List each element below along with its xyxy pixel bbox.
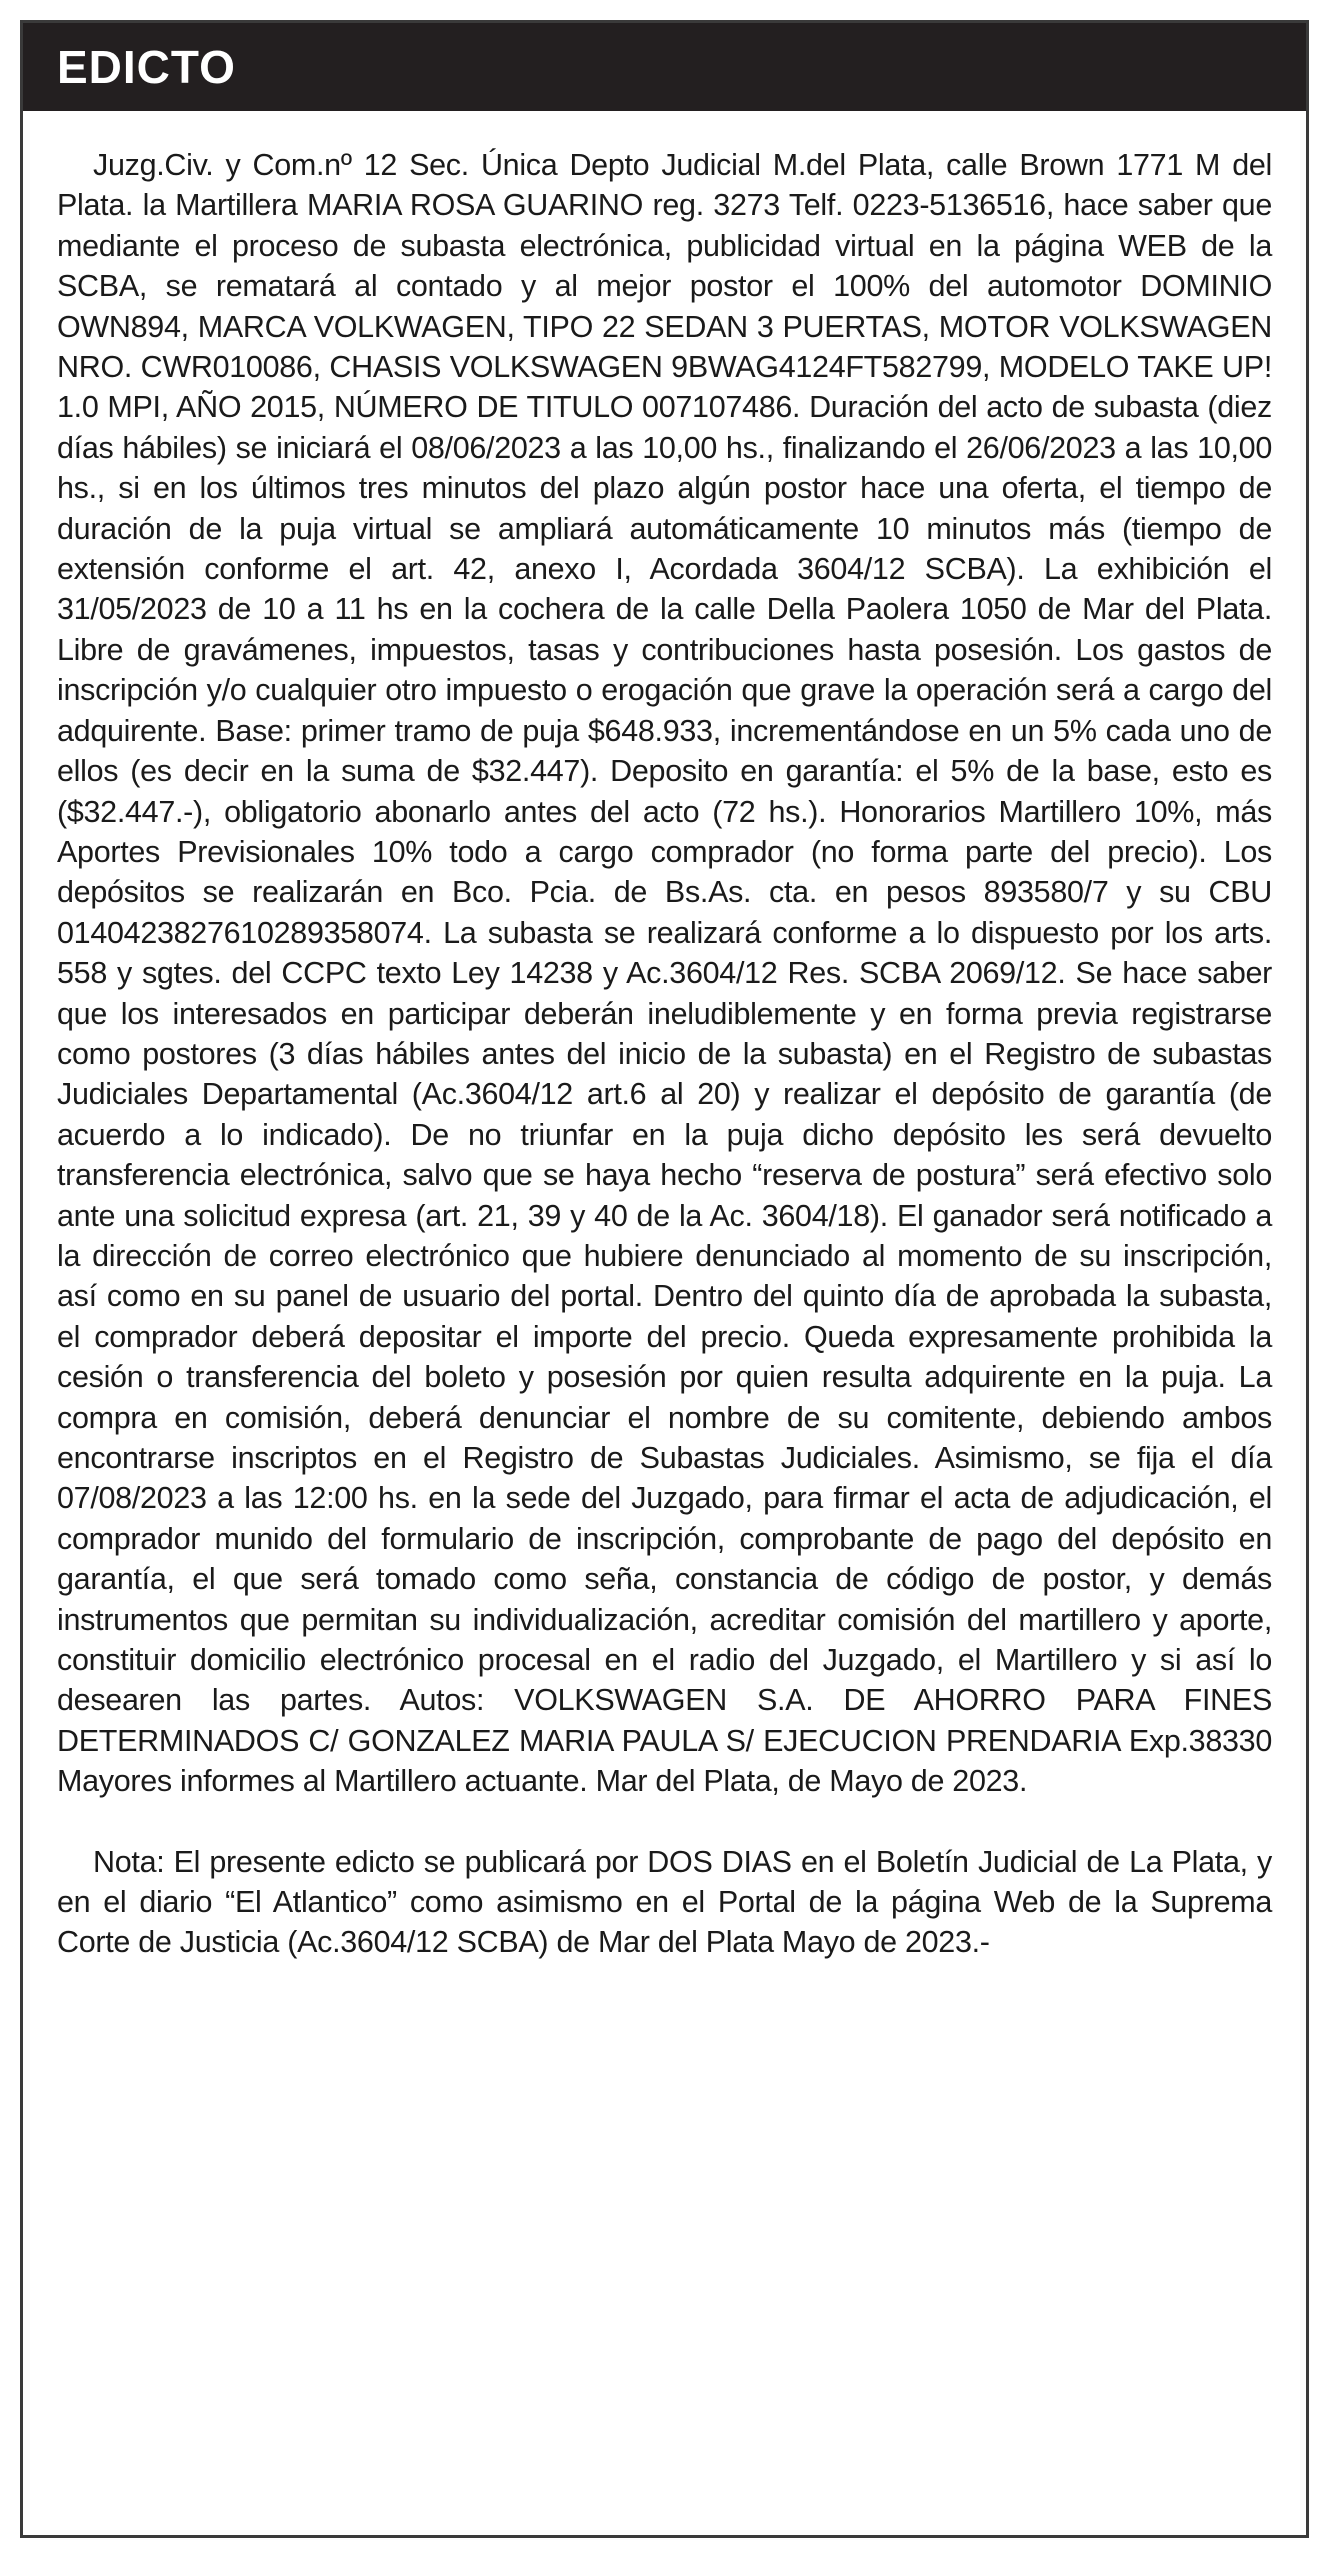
edict-body — [23, 111, 1306, 1963]
edict-notice — [20, 20, 1309, 2538]
edict-title: EDICTO — [57, 41, 236, 93]
edict-main-paragraph: Juzg.Civ. y Com.nº 12 Sec. Única Depto Judicial M.del Plata, calle Brown 1771 M del Plata. la Martillera MARIA ROSA GUARINO reg. 3273 Telf. 0223-5136516, hace saber que mediante el proceso de subasta electrónica, publicidad virtual en la página WEB de la SCBA, se rematará al contado y al mejor postor el 100% del automotor DOMINIO OWN894, MARCA VOLKWAGEN, TIPO 22 SEDAN 3 PUERTAS, MOTOR VOLKSWAGEN NRO. CWR010086, CHASIS VOLKSWAGEN 9BWAG4124FT582799, MODELO TAKE UP! 1.0 MPI, AÑO 2015, NÚMERO DE TITULO 007107486. Duración del acto de subasta (diez días hábiles) se iniciará el 08/06/2023 a las 10,00 hs., finalizando el 26/06/2023 a las 10,00 hs., si en los últimos tres minutos del plazo algún postor hace una oferta, el tiempo de duración de la puja virtual se ampliará automáticamente 10 minutos más (tiempo de extensión conforme el art. 42, anexo I, Acordada 3604/12 SCBA). La exhibición el 31/05/2023 de 10 a 11 hs en la cochera de la calle Della Paolera 1050 de Mar del Plata. Libre de gravámenes, impuestos, tasas y contribuciones hasta posesión. Los gastos de inscripción y/o cualquier otro impuesto o erogación que grave la operación será a cargo del adquirente. Base: primer tramo de puja $648.933, incrementándose en un 5% cada uno de ellos (es decir en la suma de $32.447). Deposito en garantía: el 5% de la base, esto es ($32.447.-), obligatorio abonarlo antes del acto (72 hs.). Honorarios Martillero 10%, más Aportes Previsionales 10% todo a cargo comprador (no forma parte del precio). Los depósitos se realizarán en Bco. Pcia. de Bs.As. cta. en pesos 893580/7 y su CBU 0140423827610289358074. La subasta se realizará conforme a lo dispuesto por los arts. 558 y sgtes. del CCPC texto Ley 14238 y Ac.3604/12 Res. SCBA 2069/12. Se hace saber que los interesados en participar deberán ineludiblemente y en forma previa registrarse como postores (3 días hábiles antes del inicio de la subasta) en el Registro de subastas Judiciales Departamental (Ac.3604/12 art.6 al 20) y realizar el depósito de garantía (de acuerdo a lo indicado). De no triunfar en la puja dicho depósito les será devuelto transferencia electrónica, salvo que se haya hecho “reserva de postura” será efectivo solo ante una solicitud expresa (art. 21, 39 y 40 de la Ac. 3604/18). El ganador será notificado a la dirección de correo electrónico que hubiere denunciado al momento de su inscripción, así como en su panel de usuario del portal. Dentro del quinto día de aprobada la subasta, el comprador deberá depositar el importe del precio. Queda expresamente prohibida la cesión o transferencia del boleto y posesión por quien resulta adquirente en la puja. La compra en comisión, deberá denunciar el nombre de su comitente, debiendo ambos encontrarse inscriptos en el Registro de Subastas Judiciales. Asimismo, se fija el día 07/08/2023 a las 12:00 hs. en la sede del Juzgado, para firmar el acta de adjudicación, el comprador munido del formulario de inscripción, comprobante de pago del depósito en garantía, el que será tomado como seña, constancia de código de postor, y demás instrumentos que permitan su individualización, acreditar comisión del martillero y aporte, constituir domicilio electrónico procesal en el radio del Juzgado, el Martillero y si así lo desearen las partes. Autos: VOLKSWAGEN S.A. DE AHORRO PARA FINES DETERMINADOS C/ GONZALEZ MARIA PAULA S/ EJECUCION PRENDARIA Exp.38330 Mayores informes al Martillero actuante. Mar del Plata, de Mayo de 2023. — [57, 148, 1272, 1799]
edict-note-paragraph: Nota: El presente edicto se publicará por DOS DIAS en el Boletín Judicial de La Plata, y en el diario “El Atlantico” como asimismo en el Portal de la página Web de la Suprema Corte de Justicia (Ac.3604/12 SCBA) de Mar del Plata Mayo de 2023.- — [57, 1844, 1272, 1960]
edict-header-bar — [23, 23, 1306, 111]
